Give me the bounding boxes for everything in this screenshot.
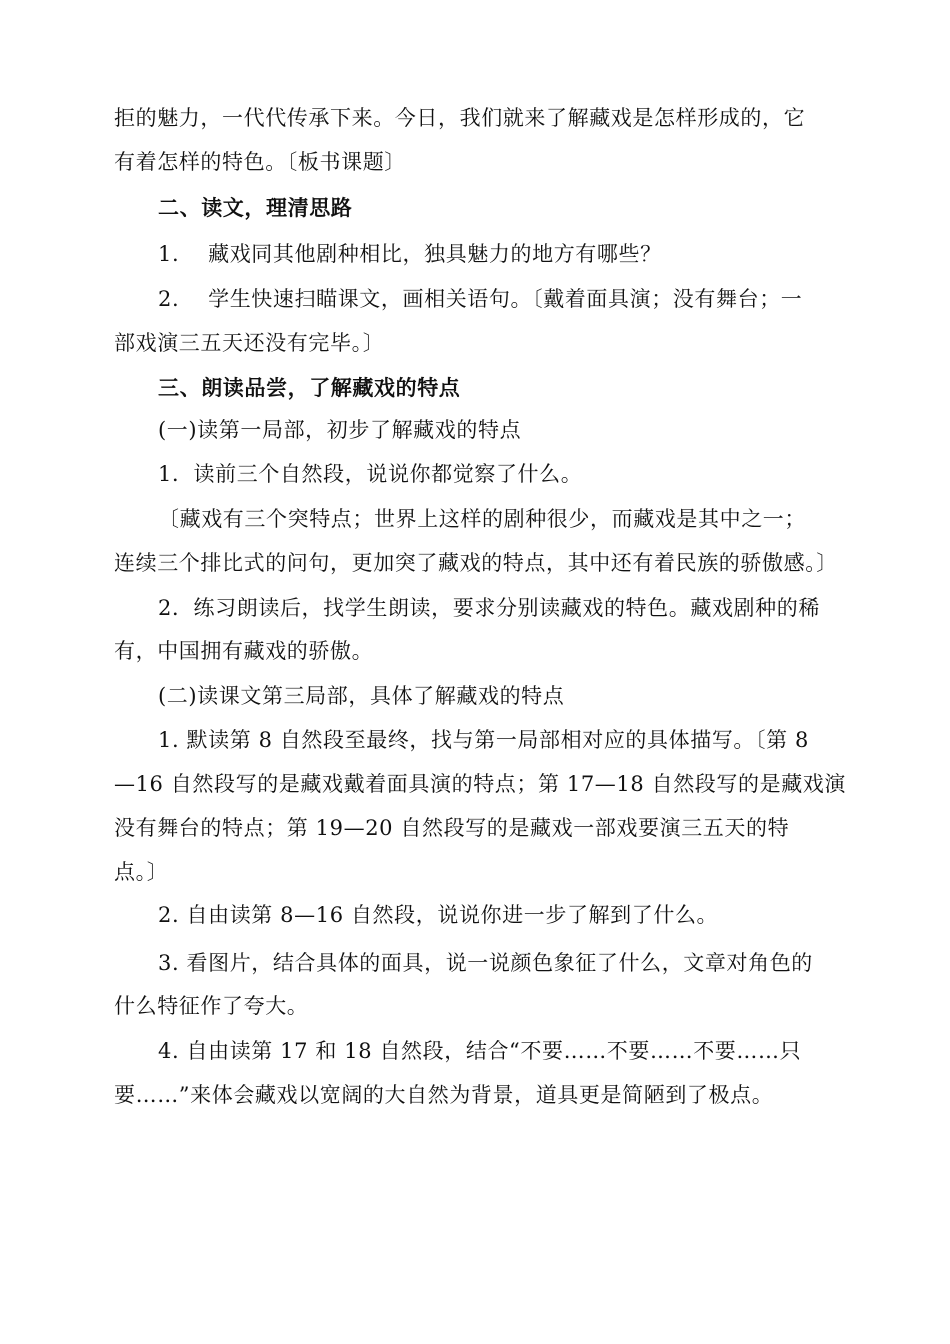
body-text-line: 拒的魅力，一代代传承下来。今日，我们就来了解藏戏是怎样形成的，它 xyxy=(114,106,806,130)
list-item: 3. 看图片，结合具体的面具，说一说颜色象征了什么，文章对角色的 xyxy=(158,951,813,975)
body-text-line: 有着怎样的特色。〔板书课题〕 xyxy=(114,150,406,174)
list-item: 4. 自由读第 17 和 18 自然段，结合“不要……不要……不要……只 xyxy=(158,1039,802,1063)
list-item: 2．练习朗读后，找学生朗读，要求分别读藏戏的特色。藏戏剧种的稀 xyxy=(158,596,820,620)
subsection-heading: (一)读第一局部，初步了解藏戏的特点 xyxy=(158,418,522,442)
list-item: 1. 藏戏同其他剧种相比，独具魅力的地方有哪些？ xyxy=(158,242,662,266)
body-text-line: 没有舞台的特点；第 19—20 自然段写的是藏戏一部戏要演三五天的特 xyxy=(114,816,790,840)
list-item: 2. 自由读第 8—16 自然段，说说你进一步了解到了什么。 xyxy=(158,903,719,927)
list-item: 1. 默读第 8 自然段至最终，找与第一局部相对应的具体描写。〔第 8 xyxy=(158,728,809,752)
body-text-line: 〔藏戏有三个突特点；世界上这样的剧种很少，而藏戏是其中之一； xyxy=(158,507,806,531)
section-heading: 二、读文，理清思路 xyxy=(158,195,353,220)
body-text-line: 有，中国拥有藏戏的骄傲。 xyxy=(114,639,374,663)
subsection-heading: (二)读课文第三局部，具体了解藏戏的特点 xyxy=(158,684,565,708)
body-text-line: 什么特征作了夸大。 xyxy=(114,994,309,1018)
body-text-line: 部戏演三五天还没有完毕。〕 xyxy=(114,331,385,355)
body-text-line: 点。〕 xyxy=(114,860,169,884)
body-text-line: 要……”来体会藏戏以宽阔的大自然为背景，道具更是简陋到了极点。 xyxy=(114,1083,774,1107)
list-item: 1．读前三个自然段，说说你都觉察了什么。 xyxy=(158,462,583,486)
list-item: 2. 学生快速扫瞄课文，画相关语句。〔戴着面具演；没有舞台；一 xyxy=(158,287,803,311)
body-text-line: —16 自然段写的是藏戏戴着面具演的特点；第 17—18 自然段写的是藏戏演 xyxy=(114,772,846,796)
body-text-line: 连续三个排比式的问句，更加突了藏戏的特点，其中还有着民族的骄傲感。〕 xyxy=(114,551,838,575)
section-heading: 三、朗读品尝，了解藏戏的特点 xyxy=(158,375,461,400)
